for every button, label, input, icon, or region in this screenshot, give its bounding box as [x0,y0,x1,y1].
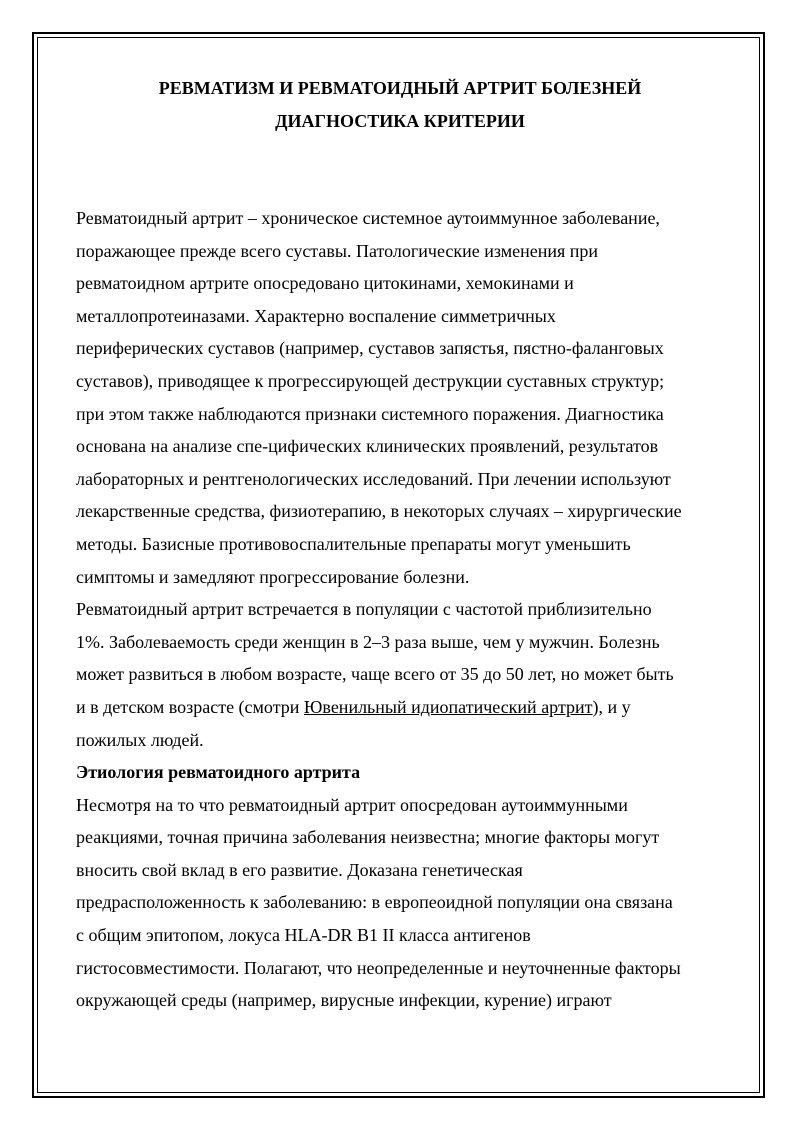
paragraph-1-line: методы. Базисные противовоспалительные препараты могут уменьшить [76,533,631,554]
paragraph-2-line: Ревматоидный артрит встречается в популяции с частотой приблизительно [76,599,652,620]
paragraph-1-line: симптомы и замедляют прогрессирование болезни. [76,566,470,587]
paragraph-3-line: окружающей среды (например, вирусные инфекции, курение) играют [76,990,612,1011]
paragraph-3-line: гистосовместимости. Полагают, что неопределенные и неуточненные факторы [76,957,681,978]
paragraph-2-line: 1%. Заболеваемость среди женщин в 2–3 раза выше, чем у мужчин. Болезнь [76,631,660,652]
paragraph-2-line: пожилых людей. [76,729,204,750]
page-title [60,72,740,138]
paragraph-3-line: предрасположенность к заболеванию: в европеоидной популяции она связана [76,892,673,913]
paragraph-1-line: периферических суставов (например, суставов запястья, пястно-фаланговых [76,338,664,359]
title-line: РЕВМАТИЗМ И РЕВМАТОИДНЫЙ АРТРИТ БОЛЕЗНЕЙ [158,78,642,98]
paragraph-1-line: лекарственные средства, физиотерапию, в некоторых случаях – хирургические [76,501,682,522]
paragraph-3-line: реакциями, точная причина заболевания неизвестна; многие факторы могут [76,827,660,848]
paragraph-1-line: поражающее прежде всего суставы. Патологические изменения при [76,240,599,261]
title-line: ДИАГНОСТИКА КРИТЕРИИ [275,111,525,131]
paragraph-3-line: вносить свой вклад в его развитие. Доказана генетическая [76,859,523,880]
paragraph-1-line: основана на анализе спе-цифических клинических проявлений, результатов [76,436,659,457]
paragraph-1-line: суставов), приводящее к прогрессирующей деструкции суставных структур; [76,370,665,391]
paragraph-1-line: Ревматоидный артрит – хроническое системное аутоиммунное заболевание, [76,208,660,228]
paragraph-3-line: с общим эпитопом, локуса HLA-DR B1 II класса антигенов [76,925,531,946]
document-body [76,202,736,1017]
juvenile-arthritis-link[interactable]: Ювенильный идиопатический артрит [303,696,593,717]
paragraph-1-line: при этом также наблюдаются признаки системного поражения. Диагностика [76,403,664,424]
section-heading: Этиология ревматоидного артрита [76,762,361,783]
paragraph-1-line: металлопротеиназами. Характерно воспаление симметричных [76,305,556,326]
paragraph-2-line: может развиться в любом возрасте, чаще всего от 35 до 50 лет, но может быть [76,664,674,685]
paragraph-3-line: Несмотря на то что ревматоидный артрит опосредован аутоиммунными [76,794,628,815]
paragraph-1-line: ревматоидном артрите опосредовано цитокинами, хемокинами и [76,273,574,294]
paragraph-2-link-line [76,691,736,724]
paragraph-1-line: лабораторных и рентгенологических исследований. При лечении используют [76,468,671,489]
link-line-suffix: ), и у [592,696,631,717]
link-line-prefix: и в детском возрасте (смотри [76,696,304,717]
